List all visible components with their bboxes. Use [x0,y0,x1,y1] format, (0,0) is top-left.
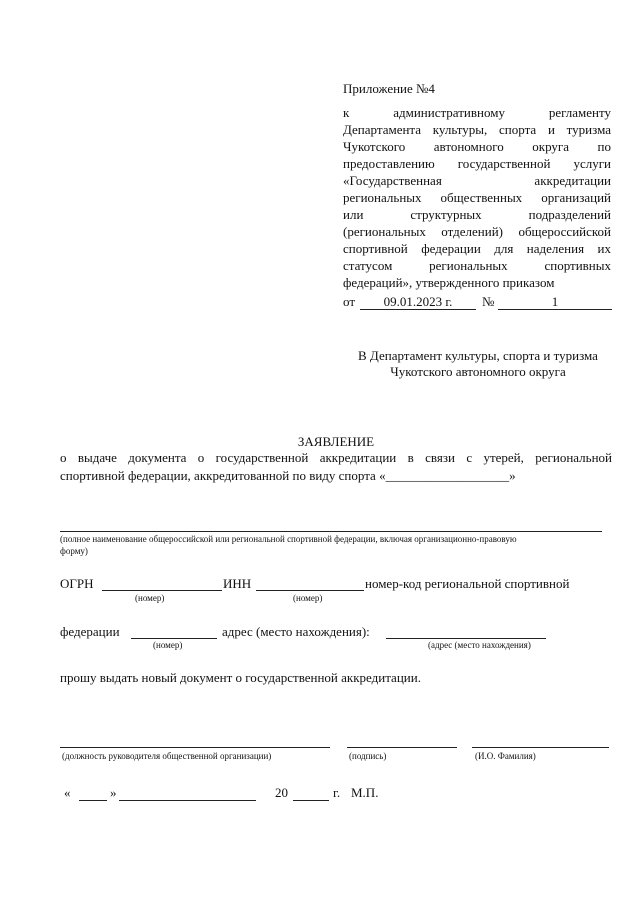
statement-line-2: спортивной федерации, аккредитованной по виду спорта «___________________» [60,468,516,483]
appendix-title: Приложение №4 [343,81,435,96]
signature-hint: (подпись) [349,751,387,761]
fullname-hint-1: (полное наименование общероссийской или региональной спортивной федерации, включая организационно-правовую [60,534,517,544]
statement-line-1: о выдаче документа о государственной аккредитации в связи с утерей, региональной [60,450,612,465]
name-hint: (И.О. Фамилия) [475,751,536,761]
year-prefix: 20 [275,785,288,800]
name-underline [472,747,609,748]
month-underline [119,800,256,801]
order-number-label: № [482,294,495,309]
federation-number-hint: (номер) [153,640,183,650]
ogrn-underline [102,590,222,591]
appendix-line: «Государственная аккредитации [343,173,611,188]
order-from-label: от [343,294,356,309]
appendix-line: спортивной федерации для наделения их [343,241,611,256]
appendix-line: Департамента культуры, спорта и туризма [343,122,611,137]
code-label: номер-код региональной спортивной [365,576,570,591]
year-underline [293,800,329,801]
ogrn-label: ОГРН [60,576,94,591]
appendix-line: Чукотского автономного округа по [343,139,611,154]
appendix-line: статусом региональных спортивных [343,258,611,273]
inn-number-hint: (номер) [293,593,323,603]
day-underline [79,800,107,801]
addressee-line-2: Чукотского автономного округа [390,364,566,379]
fullname-underline [60,531,602,532]
appendix-line: к административному регламенту [343,105,611,120]
appendix-line: (региональных отделений) общероссийской [343,224,611,239]
position-underline [60,747,330,748]
statement-title: ЗАЯВЛЕНИЕ [297,434,375,449]
appendix-line: предоставлению государственной услуги [343,156,611,171]
address-hint: (адрес (место нахождения) [428,640,531,650]
order-number: 1 [551,294,559,309]
federation-label: федерации [60,624,120,639]
date-open-quote: « [64,785,71,800]
stamp-place: М.П. [351,785,379,800]
appendix-line: федераций», утвержденного приказом [343,275,555,290]
appendix-text [343,104,611,291]
year-suffix: г. [333,785,341,800]
address-underline [386,638,546,639]
fullname-hint-2: форму) [60,546,88,556]
inn-underline [256,590,364,591]
position-hint: (должность руководителя общественной организации) [62,751,272,761]
addressee-line-1: В Департамент культуры, спорта и туризма [358,348,598,363]
appendix-line: региональных общественных организаций [343,190,611,205]
date-close-quote: » [110,785,117,800]
inn-label: ИНН [223,576,252,591]
request-text: прошу выдать новый документ о государственной аккредитации. [60,670,421,685]
order-date: 09.01.2023 г. [383,294,453,309]
appendix-line: или структурных подразделений [343,207,611,222]
federation-number-underline [131,638,217,639]
address-label: адрес (место нахождения): [222,624,370,639]
ogrn-number-hint: (номер) [135,593,165,603]
signature-underline [347,747,457,748]
